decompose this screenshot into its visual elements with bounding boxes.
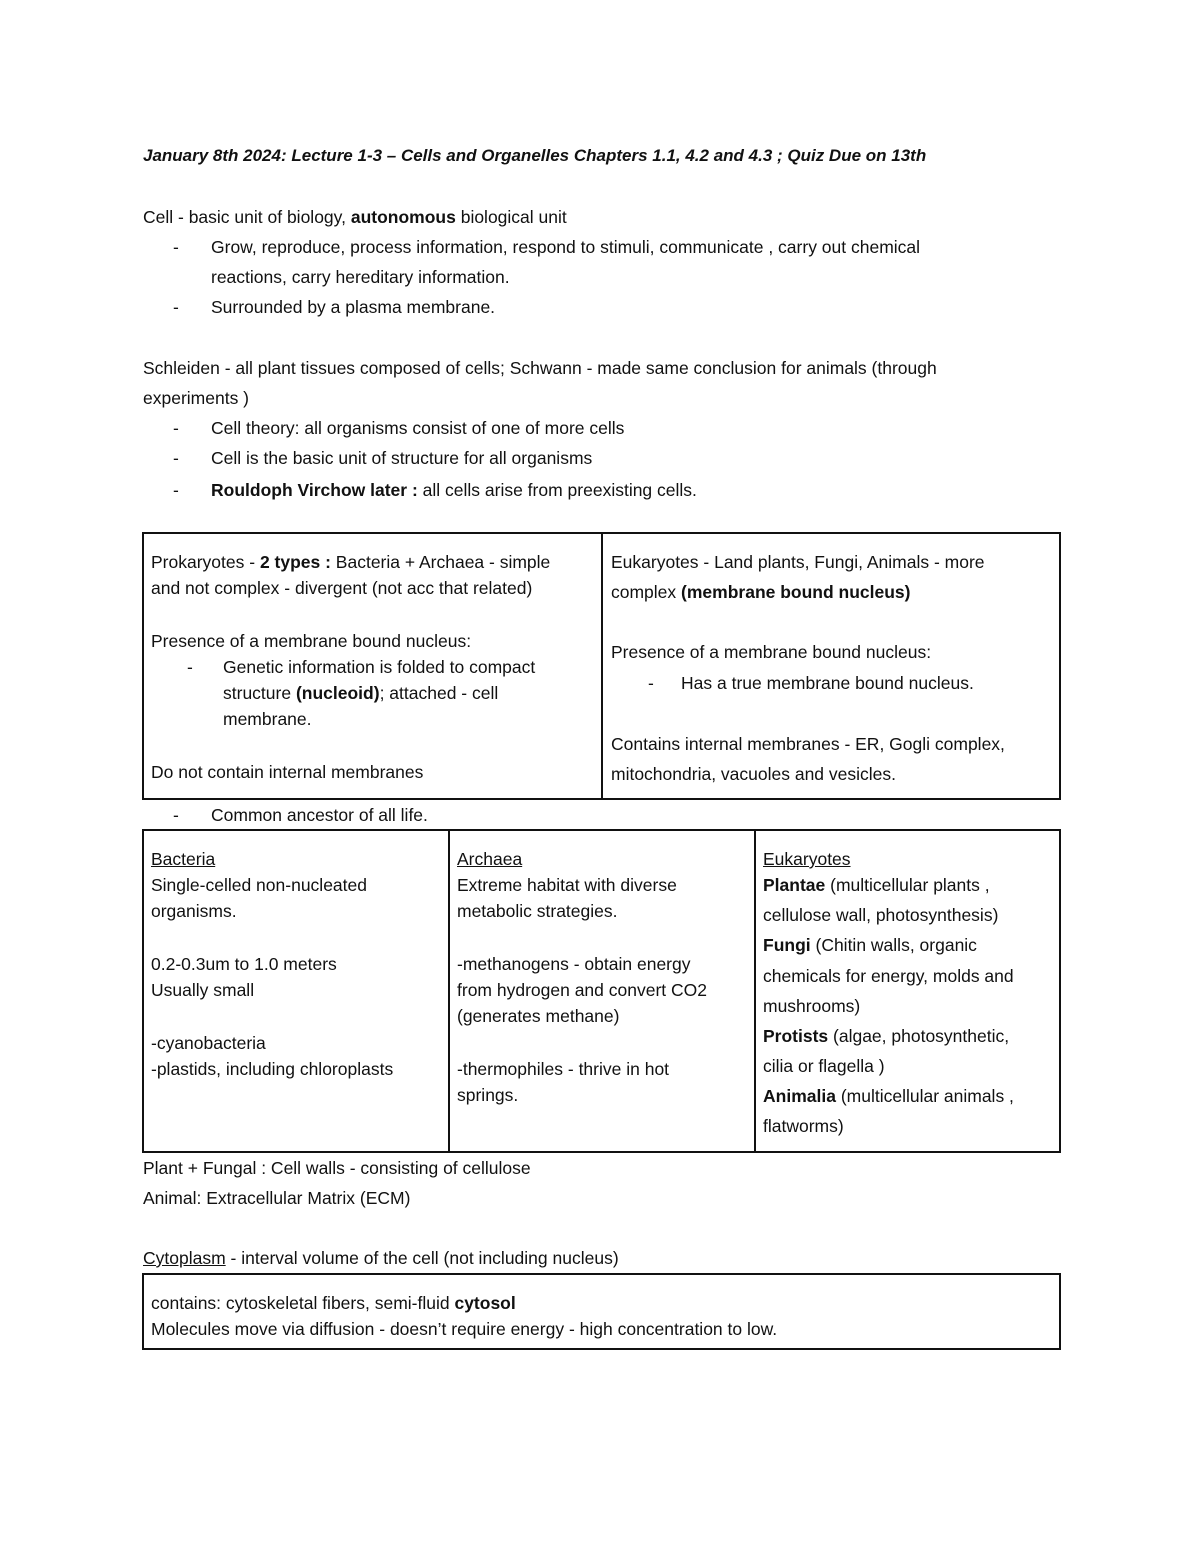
table-divider <box>448 831 450 1151</box>
eukaryotes-heading <box>763 848 851 870</box>
protists-line-2: cilia or flagella ) <box>763 1056 885 1076</box>
bullet-marker: - <box>648 673 654 693</box>
protists-bold: Protists <box>763 1026 829 1046</box>
cytoplasm-contains <box>151 1292 516 1314</box>
prokaryotes-bullet-line-1: Genetic information is folded to compact <box>223 657 536 677</box>
animalia-bold: Animalia <box>763 1086 836 1106</box>
bullet-marker: - <box>173 297 179 317</box>
plantae-bold: Plantae <box>763 875 826 895</box>
fungi-line-2: chemicals for energy, molds and <box>763 966 1014 986</box>
fungi-text: (Chitin walls, organic <box>810 935 977 955</box>
bacteria-line: -plastids, including chloroplasts <box>151 1059 394 1079</box>
archaea-line: from hydrogen and convert CO2 <box>457 980 707 1000</box>
cell-definition-text: Cell - basic unit of biology, <box>143 207 351 227</box>
cell-definition <box>143 206 567 228</box>
bacteria-line: Usually small <box>151 980 255 1000</box>
page-title: January 8th 2024: Lecture 1-3 – Cells and Organelles Chapters 1.1, 4.2 and 4.3 ; Quiz Due on 13th <box>143 146 927 165</box>
eukaryotes-nucleus-heading: Presence of a membrane bound nucleus: <box>611 642 932 662</box>
cell-bullet-2: Surrounded by a plasma membrane. <box>211 297 496 317</box>
cytoplasm-term: Cytoplasm <box>143 1248 226 1268</box>
animalia-line-2: flatworms) <box>763 1116 844 1136</box>
bacteria-heading <box>151 848 215 870</box>
cell-theory-bullet: Cell theory: all organisms consist of one of more cells <box>211 418 625 438</box>
cytoplasm-diffusion: Molecules move via diffusion - doesn’t require energy - high concentration to low. <box>151 1319 778 1339</box>
eukaryotes-internal-membranes: Contains internal membranes - ER, Gogli complex, <box>611 734 1005 754</box>
eukaryotes-line-1: Eukaryotes - Land plants, Fungi, Animals - more <box>611 552 985 572</box>
bullet-marker: - <box>187 657 193 677</box>
archaea-line: -thermophiles - thrive in hot <box>457 1059 670 1079</box>
bacteria-line: 0.2-0.3um to 1.0 meters <box>151 954 337 974</box>
archaea-line: Extreme habitat with diverse <box>457 875 677 895</box>
fungi-line <box>763 934 977 956</box>
cell-definition-bold: autonomous <box>350 207 456 227</box>
virchow-bullet <box>211 479 697 501</box>
prokaryotes-nucleus-heading: Presence of a membrane bound nucleus: <box>151 631 472 651</box>
basic-unit-bullet: Cell is the basic unit of structure for all organisms <box>211 448 593 468</box>
bacteria-line: organisms. <box>151 901 237 921</box>
plantae-text: (multicellular plants , <box>825 875 990 895</box>
cytosol-bold: cytosol <box>454 1293 516 1313</box>
prokaryotes-bullet-line-3: membrane. <box>223 709 312 729</box>
prokaryote-eukaryote-table <box>142 532 1061 800</box>
attached-text: ; attached - cell <box>379 683 499 703</box>
eukaryotes-line-2 <box>611 581 911 603</box>
cytoplasm-box <box>142 1273 1061 1350</box>
archaea-line: metabolic strategies. <box>457 901 618 921</box>
membrane-bound-nucleus-bold: (membrane bound nucleus) <box>681 582 911 602</box>
domains-table <box>142 829 1061 1153</box>
bullet-marker: - <box>173 448 179 468</box>
structure-text: structure <box>223 683 296 703</box>
eukaryotes-bullet: Has a true membrane bound nucleus. <box>681 673 974 693</box>
prokaryotes-types: Bacteria + Archaea - simple <box>330 552 551 572</box>
common-ancestor: Common ancestor of all life. <box>211 805 428 825</box>
virchow-bold: Rouldoph Virchow later : <box>211 480 418 500</box>
prokaryotes-bullet-line-2 <box>223 682 498 704</box>
fungi-line-3: mushrooms) <box>763 996 861 1016</box>
bacteria-heading-text: Bacteria <box>151 849 216 869</box>
bacteria-line: -cyanobacteria <box>151 1033 266 1053</box>
table-divider <box>754 831 756 1151</box>
plant-fungal-walls: Plant + Fungal : Cell walls - consisting of cellulose <box>143 1158 531 1178</box>
protists-text: (algae, photosynthetic, <box>828 1026 1010 1046</box>
bullet-marker: - <box>173 418 179 438</box>
cell-bullet-1: Grow, reproduce, process information, respond to stimuli, communicate , carry out chemical <box>211 237 921 257</box>
cell-bullet-1-cont: reactions, carry hereditary information. <box>211 267 510 287</box>
cytoplasm-definition <box>143 1247 619 1269</box>
plantae-line-2: cellulose wall, photosynthesis) <box>763 905 999 925</box>
bullet-marker: - <box>173 237 179 257</box>
schleiden-line-2: experiments ) <box>143 388 250 408</box>
animalia-text: (multicellular animals , <box>835 1086 1014 1106</box>
nucleoid-bold: (nucleoid) <box>295 683 380 703</box>
prokaryotes-line-2: and not complex - divergent (not acc that related) <box>151 578 533 598</box>
animal-ecm: Animal: Extracellular Matrix (ECM) <box>143 1188 411 1208</box>
prokaryotes-label: Prokaryotes - <box>151 552 260 572</box>
protists-line <box>763 1025 1009 1047</box>
plantae-line <box>763 874 990 896</box>
prokaryotes-line-1 <box>151 551 550 573</box>
cytoplasm-def: - interval volume of the cell (not including nucleus) <box>225 1248 619 1268</box>
archaea-heading-text: Archaea <box>457 849 523 869</box>
bullet-marker: - <box>173 805 179 825</box>
schleiden-line-1: Schleiden - all plant tissues composed of cells; Schwann - made same conclusion for animals (through <box>143 358 937 378</box>
archaea-line: springs. <box>457 1085 519 1105</box>
cell-definition-tail: biological unit <box>455 207 567 227</box>
fungi-bold: Fungi <box>763 935 811 955</box>
bacteria-line: Single-celled non-nucleated <box>151 875 367 895</box>
eukaryotes-organelles: mitochondria, vacuoles and vesicles. <box>611 764 897 784</box>
archaea-line: -methanogens - obtain energy <box>457 954 691 974</box>
virchow-text: all cells arise from preexisting cells. <box>417 480 697 500</box>
contains-text: contains: cytoskeletal fibers, semi-fluid <box>151 1293 455 1313</box>
archaea-line: (generates methane) <box>457 1006 620 1026</box>
eukaryotes-heading-text: Eukaryotes <box>763 849 851 869</box>
prokaryotes-internal-membranes: Do not contain internal membranes <box>151 762 424 782</box>
animalia-line <box>763 1085 1014 1107</box>
two-types-bold: 2 types : <box>259 552 331 572</box>
complex-text: complex <box>611 582 682 602</box>
archaea-heading <box>457 848 522 870</box>
bullet-marker: - <box>173 480 179 500</box>
table-divider <box>601 534 603 798</box>
